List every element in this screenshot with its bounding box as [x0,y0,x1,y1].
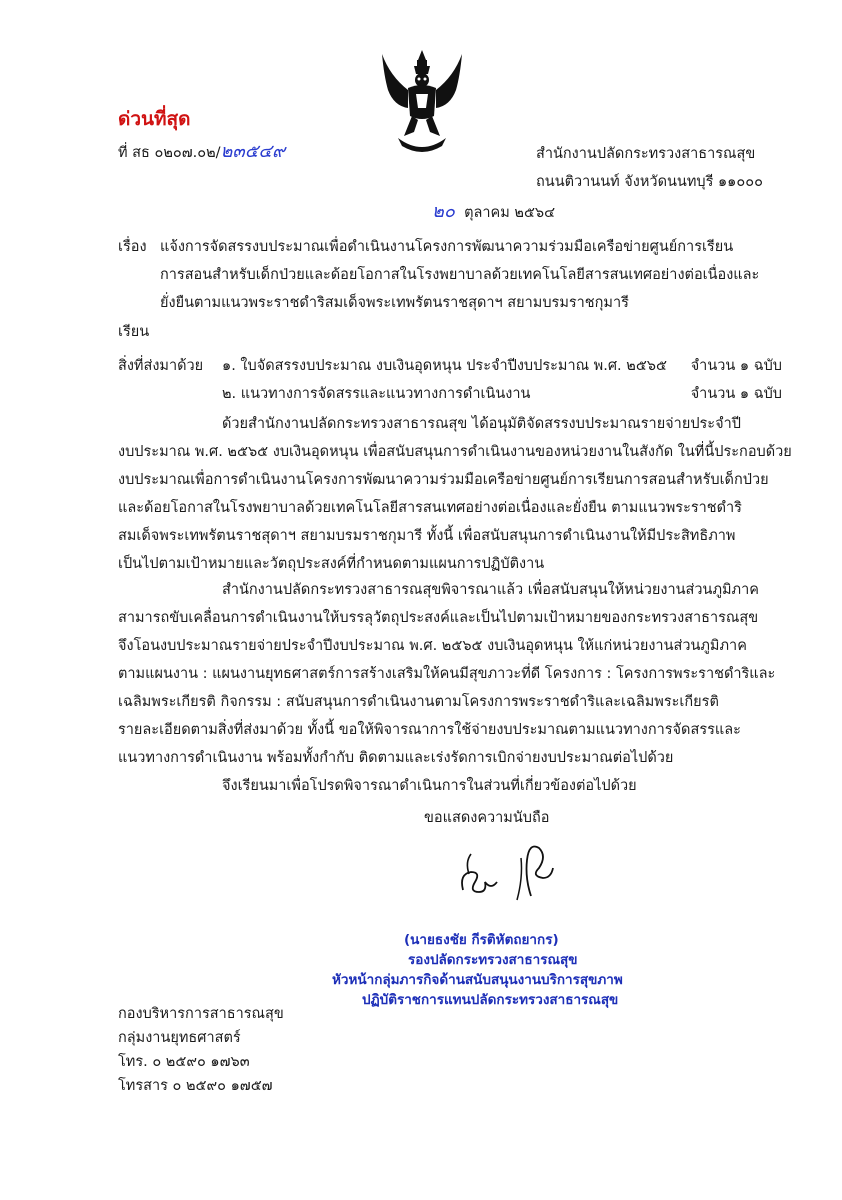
garuda-emblem-icon [378,46,466,154]
closing-request: จึงเรียนมาเพื่อโปรดพิจารณาดำเนินการในส่วนที่เกี่ยวข้องต่อไปด้วย [222,778,637,794]
signer-name: (นายธงชัย กีรติหัตถยากร) [404,932,559,948]
subject-line: ยั่งยืนตามแนวพระราชดำริสมเด็จพระเทพรัตนราชสุดาฯ สยามบรมราชกุมารี [160,295,629,311]
subject-line: แจ้งการจัดสรรงบประมาณเพื่อดำเนินงานโครงการพัฒนาความร่วมมือเครือข่ายศูนย์การเรียน [160,239,734,255]
paragraph-2 [118,576,775,772]
paragraph-1-line: และด้อยโอกาสในโรงพยาบาลด้วยเทคโนโลยีสารสนเทศอย่างต่อเนื่องและยั่งยืน ตามแนวพระราชดำริ [118,500,742,516]
urgent-label: ด่วนที่สุด [118,108,191,130]
closing-phrase: ขอแสดงความนับถือ [424,810,550,826]
signature-icon [455,838,565,908]
paragraph-2-line: แนวทางการดำเนินงาน พร้อมทั้งกำกับ ติดตามและเร่งรัดการเบิกจ่ายงบประมาณต่อไปด้วย [118,750,674,766]
paragraph-1-line: สมเด็จพระเทพรัตนราชสุดาฯ สยามบรมราชกุมารี ทั้งนี้ เพื่อสนับสนุนการดำเนินงานให้มีประสิทธิภาพ [118,528,736,544]
paragraph-2-line: สำนักงานปลัดกระทรวงสาธารณสุขพิจารณาแล้ว เพื่อสนับสนุนให้หน่วยงานส่วนภูมิภาค [222,582,759,598]
signer-title-1: รองปลัดกระทรวงสาธารณสุข [408,952,578,968]
paragraph-2-line: สามารถขับเคลื่อนการดำเนินงานให้บรรลุวัตถุประสงค์และเป็นไปตามเป้าหมายของกระทรวงสาธารณสุข [118,610,759,626]
signer-title-3: ปฏิบัติราชการแทนปลัดกระทรวงสาธารณสุข [362,992,619,1008]
reference-prefix: ที่ สธ ๐๒๐๗.๐๒/ [118,145,221,161]
reference-number [118,138,285,167]
subject-text [160,233,759,317]
paragraph-2-line: จึงโอนงบประมาณรายจ่ายประจำปีงบประมาณ พ.ศ. ๒๕๖๕ งบเงินอุดหนุน ให้แก่หน่วยงานส่วนภูมิภาค [118,638,747,654]
paragraph-2-line: รายละเอียดตามสิ่งที่ส่งมาด้วย ทั้งนี้ ขอให้พิจารณาการใช้จ่ายงบประมาณตามแนวทางการจัดสรรและ [118,722,741,738]
paragraph-1-line: งบประมาณเพื่อการดำเนินงานโครงการพัฒนาความร่วมมือเครือข่ายศูนย์การเรียนการสอนสำหรับเด็กป่วย [118,472,769,488]
signer-title-2: หัวหน้ากลุ่มภารกิจด้านสนับสนุนงานบริการสุขภาพ [332,972,623,988]
footer-telephone: โทร. ๐ ๒๕๙๐ ๑๗๖๓ [118,1054,250,1070]
subject-line: การสอนสำหรับเด็กป่วยและด้อยโอกาสในโรงพยาบาลด้วยเทคโนโลยีสารสนเทศอย่างต่อเนื่องและ [160,267,760,283]
footer-group: กลุ่มงานยุทธศาสตร์ [118,1030,241,1046]
document-date [432,198,555,227]
enclosure-item-2: ๒. แนวทางการจัดสรรและแนวทางการดำเนินงาน [222,386,531,402]
subject-label: เรื่อง [118,239,147,255]
enclosures-label: สิ่งที่ส่งมาด้วย [118,358,204,374]
paragraph-2-line: ตามแผนงาน : แผนงานยุทธศาสตร์การสร้างเสริมให้คนมีสุขภาวะที่ดี โครงการ : โครงการพระราชดำริและ [118,666,776,682]
footer-fax: โทรสาร ๐ ๒๕๙๐ ๑๗๕๗ [118,1078,273,1094]
enclosure-item-2-qty: จำนวน ๑ ฉบับ [690,386,782,402]
salutation: เรียน [118,324,150,340]
date-day-handwritten: ๒๐ [432,201,455,222]
paragraph-1 [118,410,792,578]
enclosure-item-1: ๑. ใบจัดสรรงบประมาณ งบเงินอุดหนุน ประจำปีงบประมาณ พ.ศ. ๒๕๖๕ [222,358,667,374]
enclosure-item-1-qty: จำนวน ๑ ฉบับ [690,358,782,374]
office-name: สำนักงานปลัดกระทรวงสาธารณสุข [536,146,756,162]
office-address: ถนนติวานนท์ จังหวัดนนทบุรี ๑๑๐๐๐ [536,174,763,190]
footer-division: กองบริหารการสาธารณสุข [118,1006,284,1022]
reference-handwritten-number: ๒๓๕๔๙ [220,141,286,162]
paragraph-1-line: ด้วยสำนักงานปลัดกระทรวงสาธารณสุข ได้อนุมัติจัดสรรงบประมาณรายจ่ายประจำปี [222,416,741,432]
date-month-year: ตุลาคม ๒๕๖๔ [464,205,556,221]
paragraph-1-line: เป็นไปตามเป้าหมายและวัตถุประสงค์ที่กำหนดตามแผนการปฏิบัติงาน [118,556,545,572]
paragraph-1-line: งบประมาณ พ.ศ. ๒๕๖๕ งบเงินอุดหนุน เพื่อสนับสนุนการดำเนินงานของหน่วยงานในสังกัด ในที่นี้ประกอบด้วย [118,444,792,460]
paragraph-2-line: เฉลิมพระเกียรติ กิจกรรม : สนับสนุนการดำเนินงานตามโครงการพระราชดำริและเฉลิมพระเกียรติ [118,694,719,710]
